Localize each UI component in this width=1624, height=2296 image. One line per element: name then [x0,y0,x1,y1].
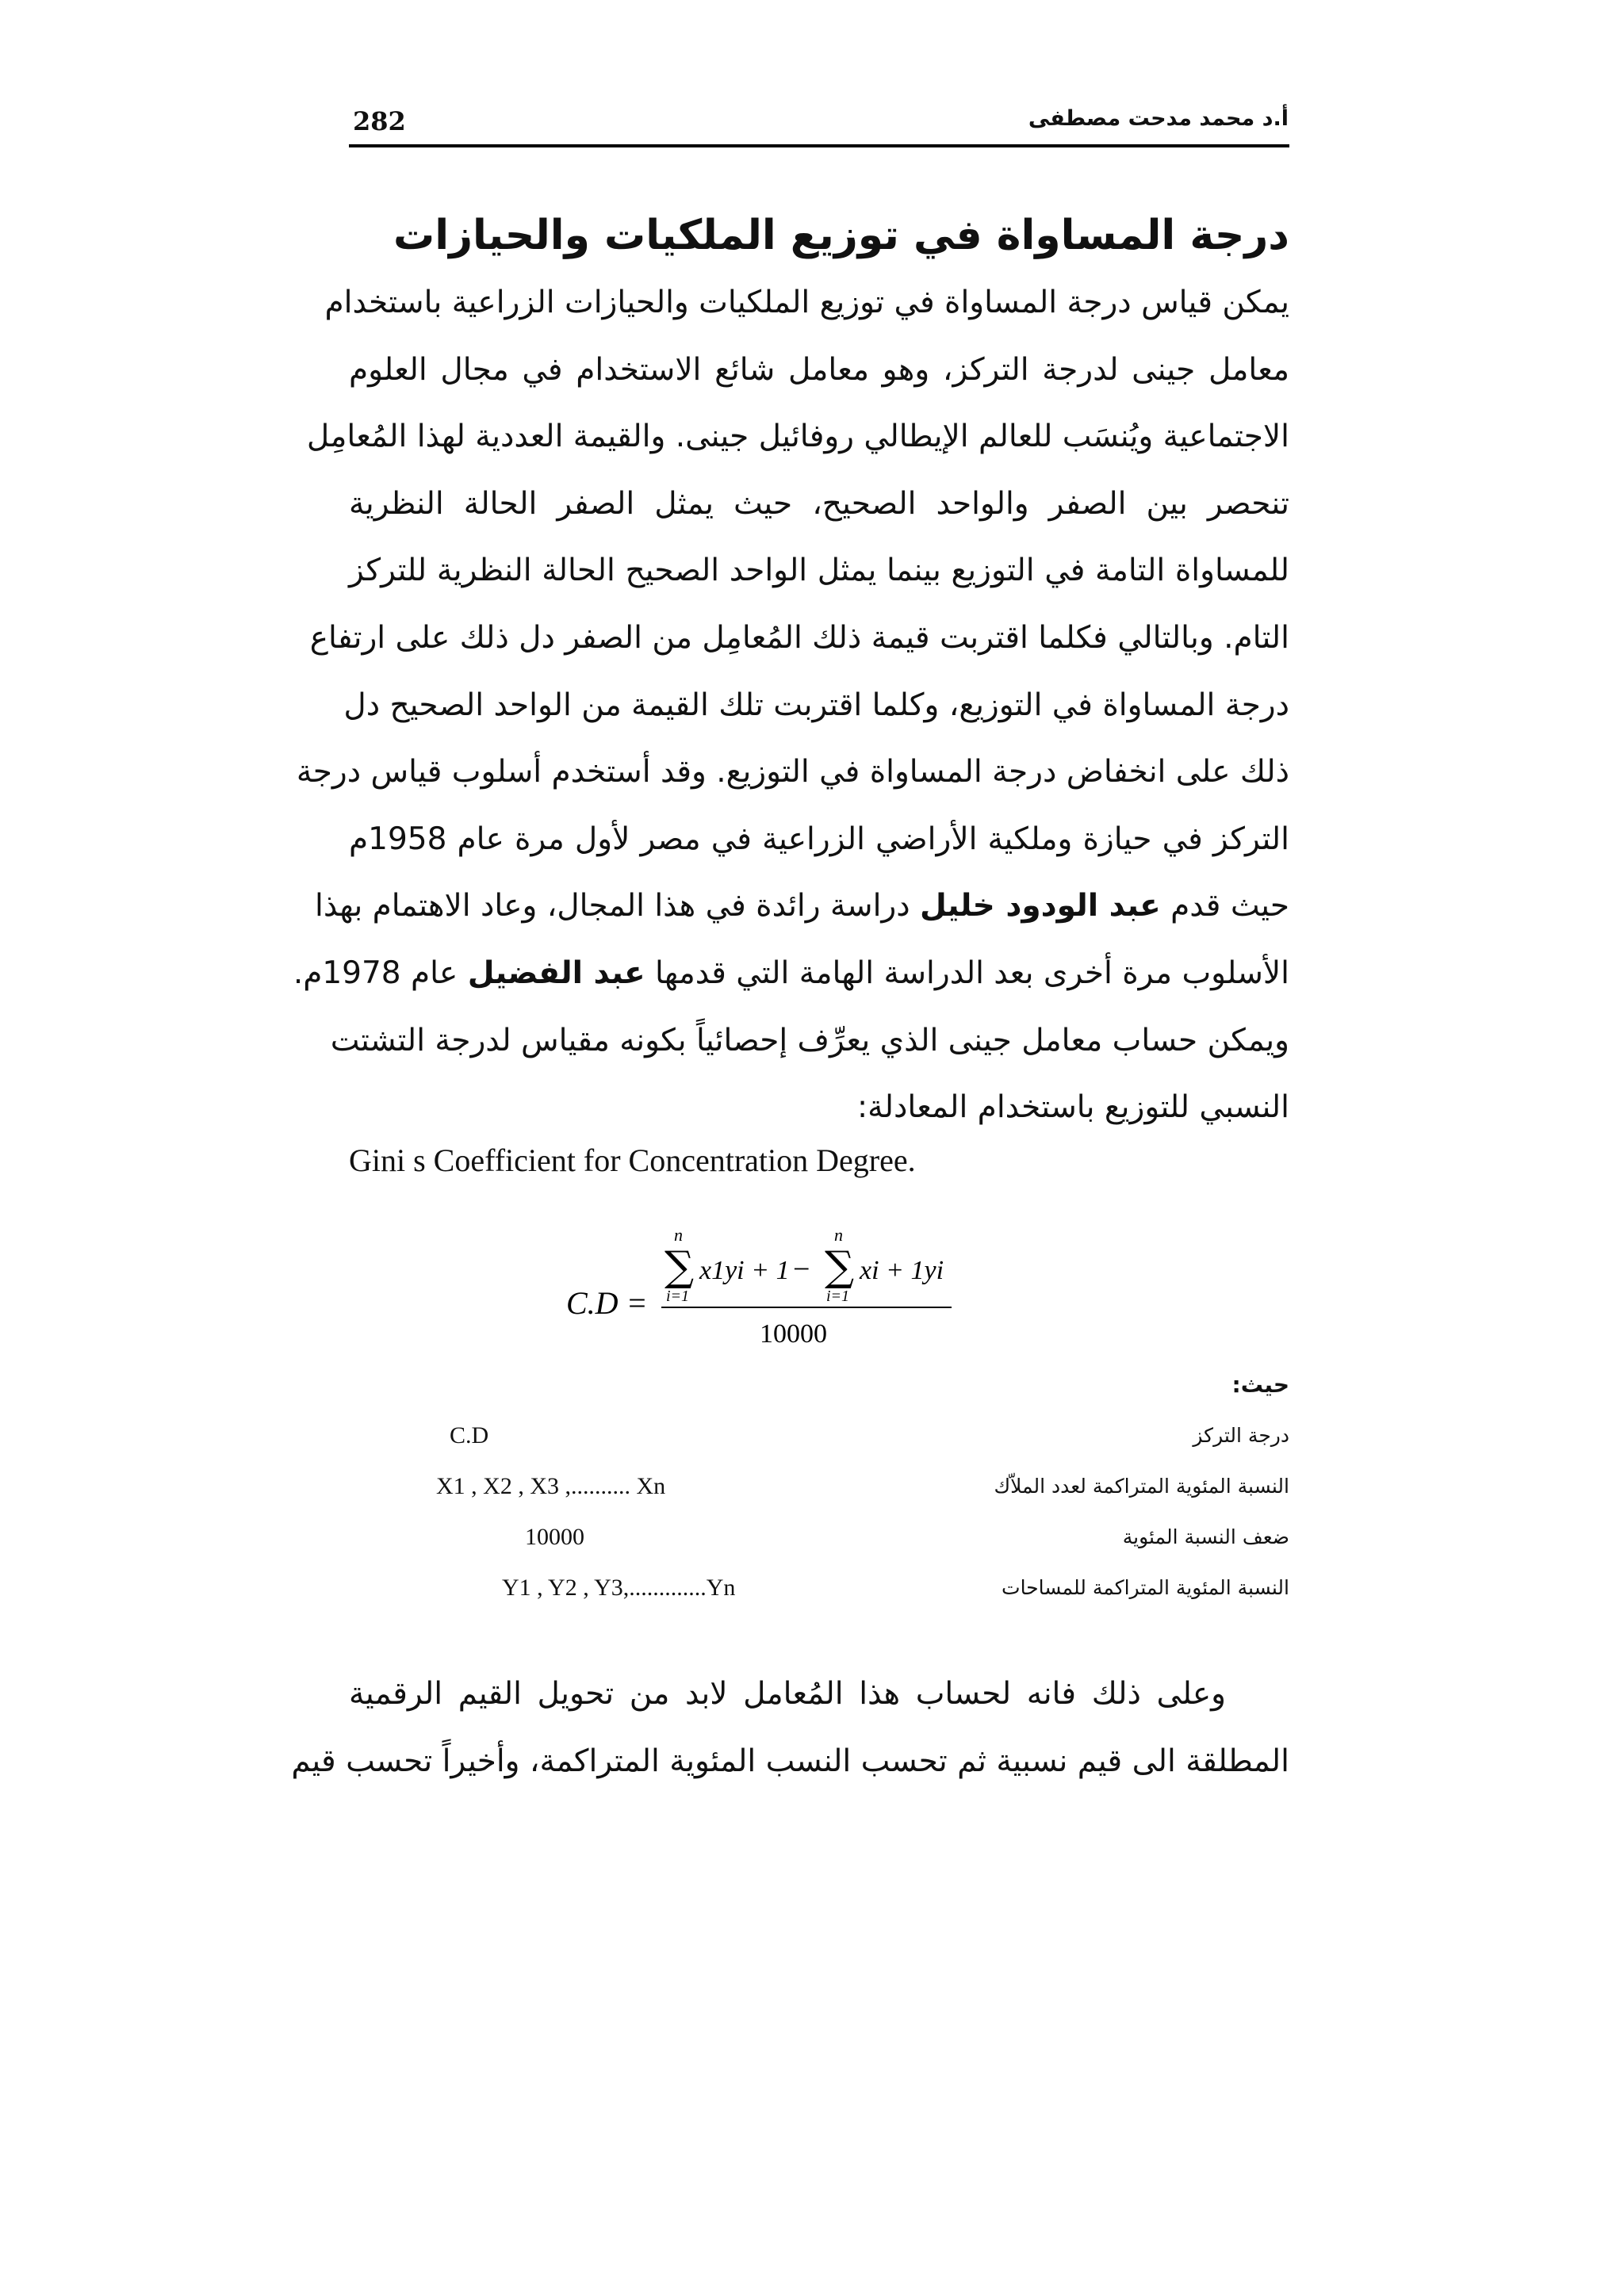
definition-symbol: 10000 [525,1524,584,1550]
page-header [353,101,1289,149]
body-line: التام. وبالتالي فكلما اقتربت قيمة ذلك المُعامِل من الصفر دل ذلك على ارتفاع [309,619,1289,656]
sum-symbol: ∑ [825,1243,855,1291]
body-line: يمكن قياس درجة المساواة في توزيع الملكيات والحيازات الزراعية باستخدام [324,285,1289,320]
definition-row [349,1470,1289,1505]
closing-paragraph [291,1661,1289,1795]
minus-sign: − [793,1253,810,1286]
body-line: معامل جينى لدرجة التركز، وهو معامل شائع الاستخدام في مجال العلوم [349,351,1289,388]
header-rule [349,144,1289,147]
formula-caption: Gini s Coefficient for Concentration Degree. [349,1142,916,1178]
body-line: وعلى ذلك فانه لحساب هذا المُعامل لابد من تحويل القيم الرقمية [349,1676,1226,1712]
body-line: درجة المساواة في التوزيع، وكلما اقتربت تلك القيمة من الواحد الصحيح دل [343,687,1289,723]
bold-author-name: عبد الفضيل [467,955,645,991]
definition-description: النسبة المئوية المتراكمة لعدد الملاّك [994,1475,1289,1498]
sum-upper-limit: n [834,1225,843,1245]
body-line: تنحصر بين الصفر والواحد الصحيح، حيث يمثل الصفر الحالة النظرية [349,485,1289,522]
body-line: للمساواة التامة في التوزيع بينما يمثل الواحد الصحيح الحالة النظرية للتركز [349,553,1289,589]
body-line: الاجتماعية ويُنسَب للعالم الإيطالي روفائيل جينى. والقيمة العددية لهذا المُعامِل [306,419,1289,455]
definition-row [349,1419,1289,1454]
definition-description: درجة التركز [1193,1424,1289,1447]
section-title: درجة المساواة في توزيع الملكيات والحيازات [393,212,1289,259]
sum-symbol: ∑ [665,1243,695,1291]
bold-author-name: عبد الودود خليل [920,888,1161,924]
gini-formula [555,1225,967,1364]
body-text-run: عام 1978م. [293,955,468,991]
body-line: التركز في حيازة وملكية الأراضي الزراعية في مصر لأول مرة عام 1958م [349,821,1289,857]
body-line: ويمكن حساب معامل جينى الذي يعرِّف إحصائياً بكونه مقياس لدرجة التشتت [330,1022,1289,1058]
numerator-term-2: xi + 1yi [860,1256,944,1285]
page-number: 282 [353,106,406,136]
body-line [293,940,1289,1008]
body-line [315,873,1289,940]
formula-lhs: C.D = [566,1285,648,1321]
where-label: حيث: [1231,1372,1289,1398]
body-text-run: الأسلوب مرة أخرى بعد الدراسة الهامة التي قدمها [645,955,1289,991]
body-text-run: دراسة رائدة في هذا المجال، وعاد الاهتمام بهذا [315,888,921,924]
body-paragraph [293,270,1289,1142]
definition-row [349,1571,1289,1606]
sum-upper-limit: n [674,1225,683,1245]
body-line: ذلك على انخفاض درجة المساواة في التوزيع. وقد أستخدم أسلوب قياس درجة [296,754,1289,790]
definition-row [349,1521,1289,1556]
definition-description: النسبة المئوية المتراكمة للمساحات [1002,1576,1289,1599]
sum-lower-limit: i=1 [826,1288,850,1305]
denominator: 10000 [760,1319,827,1349]
numerator-term-1: x1yi + 1 [699,1256,790,1285]
definition-description: ضعف النسبة المئوية [1122,1525,1289,1548]
definition-symbol: X1 , X2 , X3 ,.......... Xn [436,1473,666,1499]
author-name: أ.د محمد مدحت مصطفى [1028,106,1289,131]
body-line: المطلقة الى قيم نسبية ثم تحسب النسب المئوية المتراكمة، وأخيراً تحسب قيم [291,1743,1289,1779]
body-line: النسبي للتوزيع باستخدام المعادلة: [857,1089,1289,1126]
definition-symbol: Y1 , Y2 , Y3,.............Yn [502,1575,736,1601]
sum-lower-limit: i=1 [666,1288,690,1305]
body-text-run: حيث قدم [1160,888,1289,924]
definition-symbol: C.D [450,1422,489,1448]
